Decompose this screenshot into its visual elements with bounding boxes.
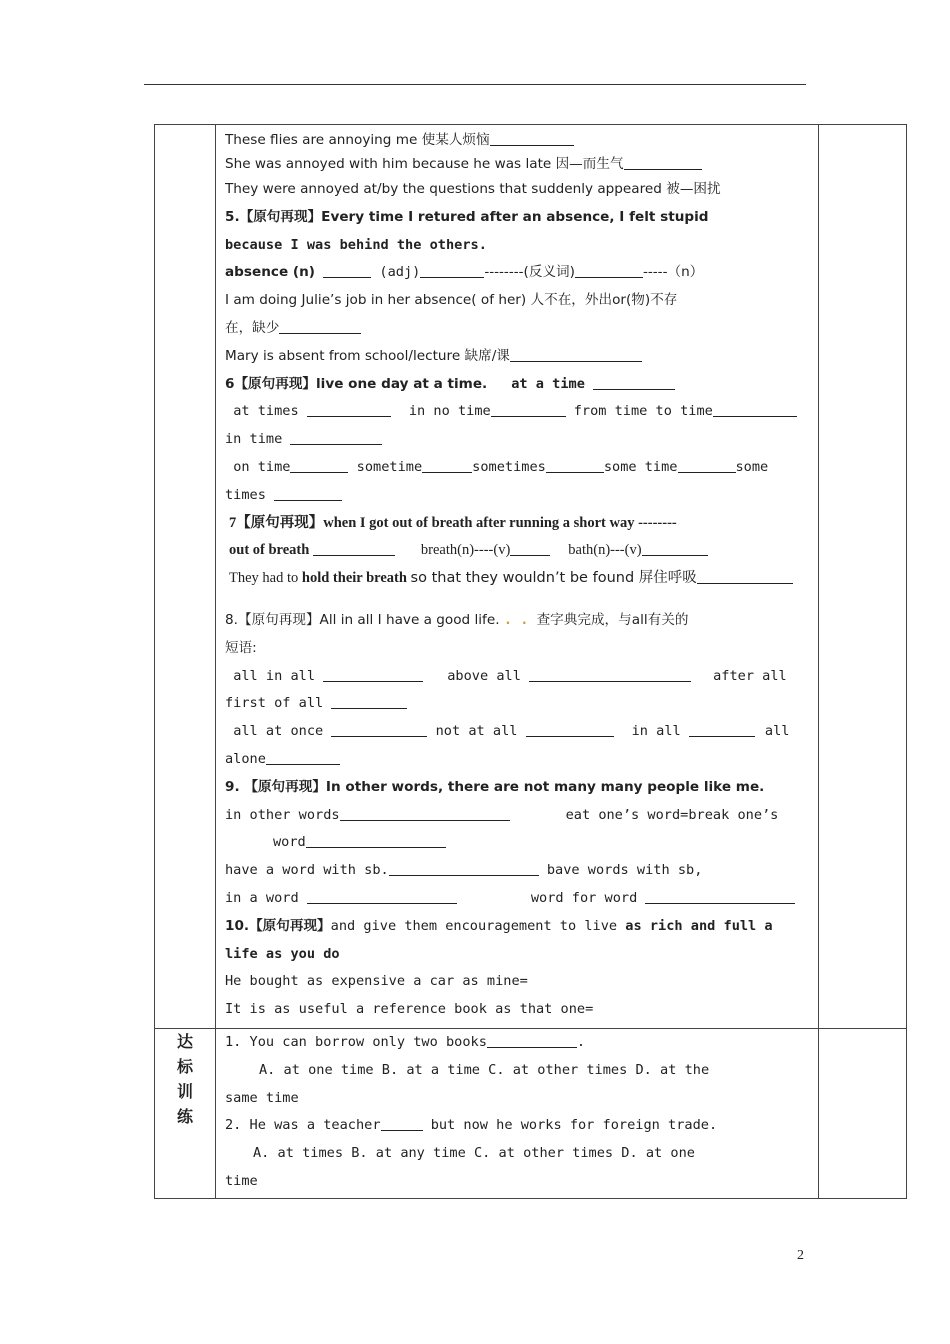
q7-forms: out of breath breath(n)----(v) bath(n)---(v) bbox=[225, 537, 810, 565]
page-number: 2 bbox=[797, 1248, 804, 1263]
blank[interactable] bbox=[331, 694, 407, 709]
q6-line-2: in time bbox=[225, 426, 810, 454]
blank[interactable] bbox=[624, 155, 702, 170]
q5-forms: absence (n) (adj) --------(反义词) -----（n） bbox=[225, 264, 704, 281]
blank[interactable] bbox=[331, 722, 427, 737]
blank[interactable] bbox=[323, 667, 423, 682]
q10-line-1: He bought as expensive a car as mine= bbox=[225, 973, 528, 990]
blank[interactable] bbox=[529, 667, 691, 682]
blank[interactable] bbox=[645, 889, 795, 904]
blank[interactable] bbox=[697, 569, 793, 584]
q7-example: They had to hold their breath so that they wouldn’t be found 屏住呼吸 bbox=[225, 565, 810, 593]
q8-line-2: first of all bbox=[225, 690, 810, 718]
q8-title-2: 短语: bbox=[225, 639, 257, 656]
blank[interactable] bbox=[487, 1033, 577, 1048]
right-cell bbox=[819, 125, 907, 1029]
blank[interactable] bbox=[422, 458, 472, 473]
drill-q1-options-2: same time bbox=[225, 1089, 299, 1106]
q5-absent: Mary is absent from school/lecture 缺席/课 bbox=[225, 343, 810, 371]
q9-line-3: have a word with sb. bave words with sb, bbox=[225, 862, 703, 879]
blank[interactable] bbox=[389, 861, 539, 876]
blank[interactable] bbox=[546, 458, 604, 473]
drill-q2-options-2: time bbox=[225, 1172, 258, 1189]
q10-title: 10.【原句再现】and give them encouragement to live as rich and full a bbox=[225, 917, 773, 934]
q9-line-4: in a word word for word bbox=[225, 885, 810, 913]
blank[interactable] bbox=[526, 722, 614, 737]
blank[interactable] bbox=[313, 541, 395, 556]
blank[interactable] bbox=[510, 347, 642, 362]
q9-line-1: in other words eat one’s word=break one’s bbox=[225, 806, 779, 823]
q9-line-2: word bbox=[225, 829, 810, 857]
vocab-row bbox=[155, 125, 907, 1029]
drill-row bbox=[155, 1028, 907, 1198]
drill-right-cell bbox=[819, 1028, 907, 1198]
blank[interactable] bbox=[274, 486, 342, 501]
q5-example-2: 在，缺少 bbox=[225, 315, 810, 343]
q10-title-2: life as you do bbox=[225, 945, 340, 962]
blank[interactable] bbox=[307, 889, 457, 904]
blank[interactable] bbox=[290, 430, 382, 445]
vocab-cell bbox=[216, 125, 819, 1029]
blank[interactable] bbox=[306, 833, 446, 848]
q6-line-1: at times in no time from time to time bbox=[225, 398, 810, 426]
blank[interactable] bbox=[713, 402, 797, 417]
blank[interactable] bbox=[381, 1116, 423, 1131]
drill-q1-options: A. at one time B. at a time C. at other times D. at the bbox=[259, 1061, 710, 1078]
line-annoyed-with: She was annoyed with him because he was late 因—而生气 bbox=[225, 152, 810, 176]
blank[interactable] bbox=[290, 458, 348, 473]
blank[interactable] bbox=[678, 458, 736, 473]
q8-line-4: alone bbox=[225, 746, 810, 774]
blank[interactable] bbox=[323, 263, 371, 278]
q6-line-4: times bbox=[225, 482, 810, 510]
blank[interactable] bbox=[689, 722, 755, 737]
left-cell bbox=[155, 125, 216, 1029]
blank[interactable] bbox=[510, 541, 550, 556]
q9-title: 9. 【原句再现】In other words, there are not many many people like me. bbox=[225, 778, 765, 795]
q6-line-3: on time sometime sometimes some time some bbox=[233, 458, 769, 475]
q8-line-3: all at once not at all in all all bbox=[233, 723, 790, 740]
blank[interactable] bbox=[642, 541, 708, 556]
line-annoyed-at: They were annoyed at/by the questions that suddenly appeared 被—困扰 bbox=[225, 181, 721, 197]
q7-title: 7【原句再现】when I got out of breath after running a short way -------- bbox=[229, 514, 677, 531]
drill-cell bbox=[216, 1028, 819, 1198]
blank[interactable] bbox=[420, 263, 484, 278]
blank[interactable] bbox=[340, 806, 510, 821]
blank[interactable] bbox=[490, 131, 574, 146]
q8-line-1: all in all above all after all bbox=[233, 667, 787, 684]
drill-side-label: 达 标 训 练 bbox=[155, 1028, 216, 1198]
q8-title: 8.【原句再现】All in all I have a good life. . . 查字典完成，与all有关的 bbox=[225, 611, 689, 628]
line-annoying: These flies are annoying me 使某人烦恼 bbox=[225, 128, 810, 152]
q5-title: 5.【原句再现】Every time I retured after an absence, I felt stupid bbox=[225, 208, 709, 225]
blank[interactable] bbox=[266, 750, 340, 765]
q5-title-2: because I was behind the others. bbox=[225, 236, 487, 253]
blank[interactable] bbox=[279, 319, 361, 334]
worksheet-table bbox=[154, 124, 907, 1199]
drill-q2-options: A. at times B. at any time C. at other times D. at one bbox=[253, 1145, 695, 1162]
q6-title: 6【原句再现】live one day at a time. at a time bbox=[225, 371, 810, 399]
blank[interactable] bbox=[575, 263, 643, 278]
q10-line-2: It is as useful a reference book as that one= bbox=[225, 1001, 594, 1018]
blank[interactable] bbox=[491, 402, 566, 417]
header-rule bbox=[144, 84, 806, 85]
q5-example: I am doing Julie’s job in her absence( of her) 人不在，外出or(物)不存 bbox=[225, 292, 678, 309]
blank[interactable] bbox=[593, 375, 675, 390]
blank[interactable] bbox=[307, 402, 391, 417]
drill-q2: 2. He was a teacher but now he works for foreign trade. bbox=[225, 1117, 718, 1134]
drill-q1: 1. You can borrow only two books . bbox=[225, 1033, 586, 1050]
